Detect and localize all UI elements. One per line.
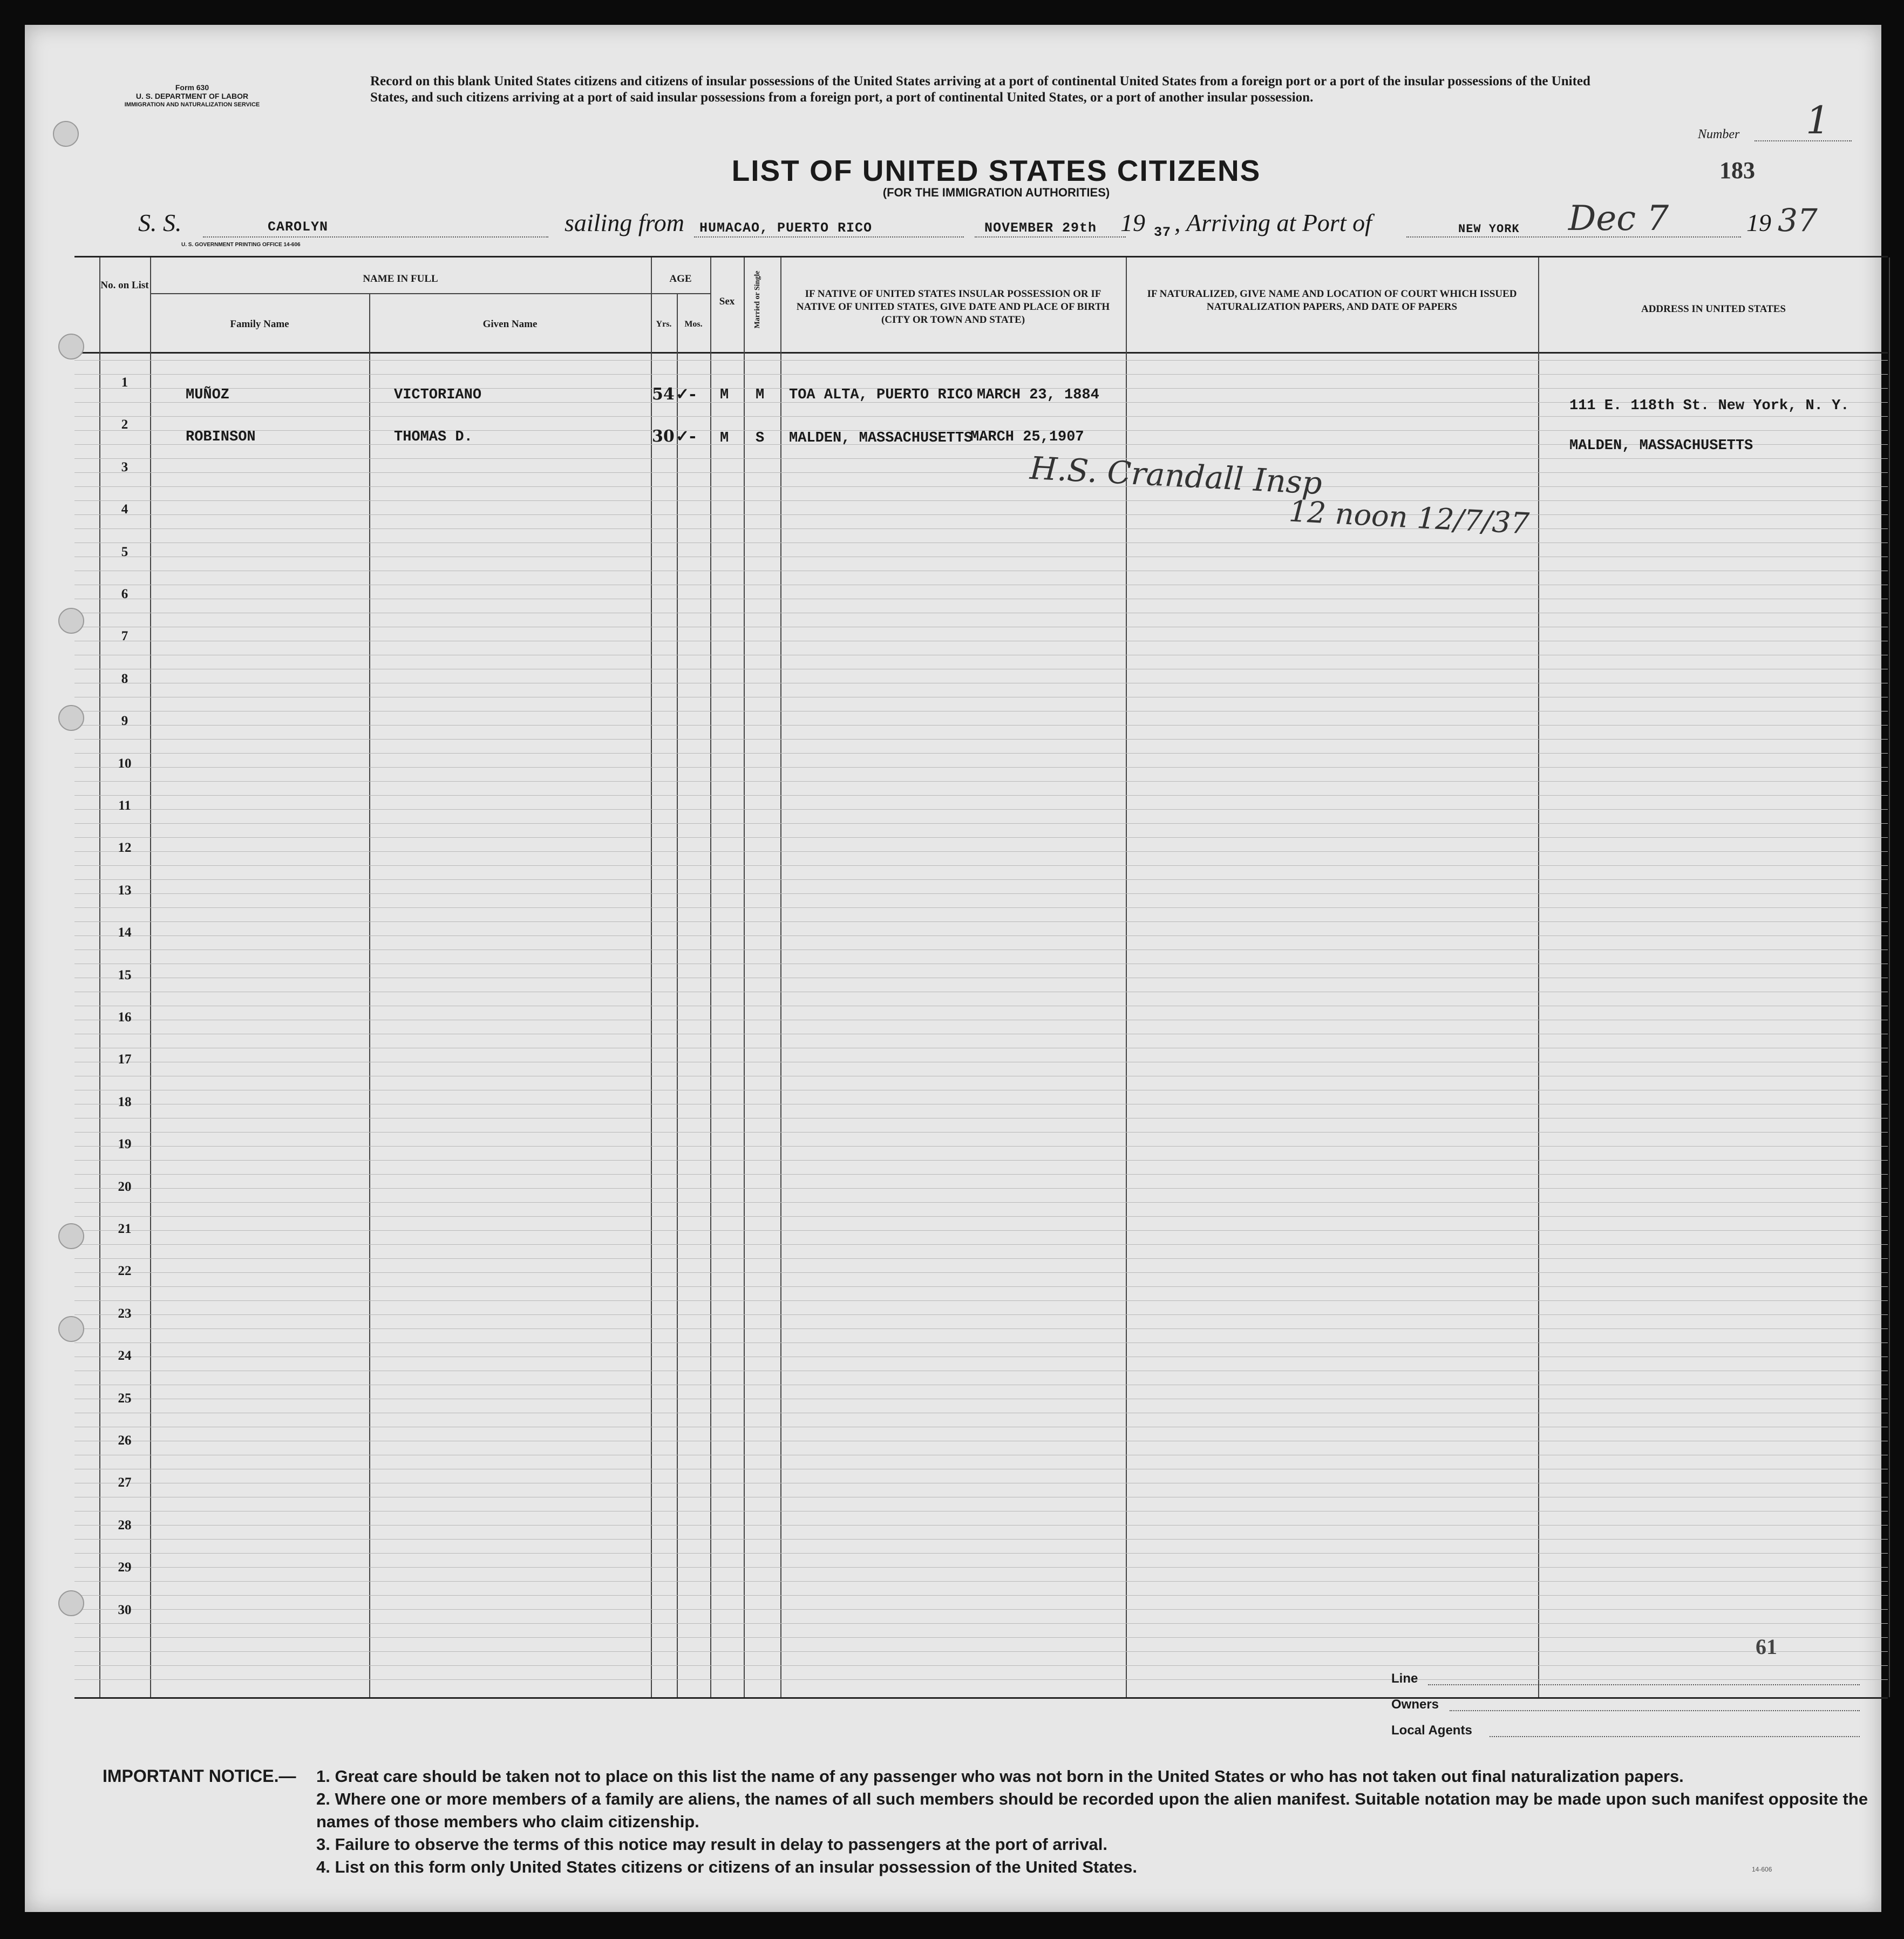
ruled-line (74, 781, 1888, 782)
given-name-cell: THOMAS D. (394, 429, 473, 445)
ruled-line (74, 416, 1888, 417)
row-number: 18 (118, 1094, 132, 1109)
row-number: 30 (118, 1602, 132, 1617)
header-naturalized: IF NATURALIZED, GIVE NAME AND LOCATION OF COURT WHICH ISSUED NATURALIZATION PAPERS, AND DATE OF PAPERS (1147, 288, 1517, 313)
given-name-cell: VICTORIANO (394, 387, 482, 403)
ruled-line (74, 921, 1888, 922)
ruled-line (74, 1539, 1888, 1540)
row-number: 4 (121, 502, 128, 517)
row-number: 17 (118, 1052, 132, 1067)
ruled-line (74, 1146, 1888, 1147)
notice-item: 3. Failure to observe the terms of this notice may result in delay to passengers at the port of arrival. (316, 1835, 1108, 1854)
number-label: Number (1698, 127, 1740, 141)
ruled-line (74, 1567, 1888, 1568)
ruled-line (74, 374, 1888, 375)
ruled-line (74, 823, 1888, 824)
ruled-line (74, 1188, 1888, 1189)
ruled-line (74, 1623, 1888, 1624)
ruled-line (74, 739, 1888, 740)
ruled-line (74, 528, 1888, 529)
department-name: U. S. DEPARTMENT OF LABOR (135, 92, 249, 100)
ruled-line (74, 1314, 1888, 1315)
local-agents-field (1490, 1736, 1860, 1737)
bottom-stamp: 61 (1756, 1635, 1777, 1659)
notice-item: 1. Great care should be taken not to place on this list the name of any passenger who was not born in the United States or who has not taken out final naturalization papers. (316, 1767, 1684, 1786)
sailing-from-line (694, 236, 964, 238)
sail-year-prefix: 19 (1120, 209, 1145, 236)
ruled-line (74, 1286, 1888, 1287)
birth-date-cell: MARCH 25,1907 (970, 429, 1084, 445)
arrival-year-suffix: 37 (1778, 202, 1818, 239)
form-identifier (100, 83, 284, 109)
marital-status-cell: S (756, 430, 765, 446)
ruled-line (74, 893, 1888, 894)
ship-name: CAROLYN (268, 219, 329, 235)
ruled-line (74, 725, 1888, 726)
row-number: 29 (118, 1560, 132, 1575)
ruled-line (74, 1665, 1888, 1666)
ruled-line (74, 1272, 1888, 1273)
sail-date: NOVEMBER 29th (984, 220, 1097, 236)
ruled-line (74, 837, 1888, 838)
ruled-line (74, 500, 1888, 501)
row-number: 3 (121, 459, 128, 474)
number-underline (1755, 140, 1852, 141)
sail-year-suffix: 37 (1154, 225, 1172, 240)
owners-label: Owners (1391, 1697, 1439, 1712)
ruled-line (74, 795, 1888, 796)
header-name-in-full: NAME IN FULL (363, 273, 438, 284)
printing-office: U. S. GOVERNMENT PRINTING OFFICE 14-606 (181, 242, 301, 248)
row-number: 1 (121, 375, 128, 390)
row-number: 19 (118, 1137, 132, 1152)
ruled-line (74, 1258, 1888, 1259)
page-subtitle: (FOR THE IMMIGRATION AUTHORITIES) (882, 186, 1110, 199)
page-stamp: 183 (1719, 157, 1755, 184)
row-number: 5 (121, 544, 128, 559)
row-number: 28 (118, 1517, 132, 1533)
row-number: 27 (118, 1475, 132, 1490)
address-cell: MALDEN, MASSACHUSETTS (1569, 438, 1753, 454)
row-number: 11 (118, 798, 131, 813)
age-months-cell: ✓- (676, 427, 696, 446)
header-married-or-single: Married or Single (753, 270, 761, 329)
header-no-on-list: No. on List (100, 280, 149, 291)
manifest-sheet (25, 25, 1881, 1912)
ruled-line (74, 1328, 1888, 1329)
arrival-date: Dec 7 (1568, 199, 1669, 239)
header-native-birth: IF NATIVE OF UNITED STATES INSULAR POSSESSION OR IF NATIVE OF UNITED STATES, GIVE DATE AND PLACE OF BIRTH (CITY OR TOWN AND STATE) (796, 288, 1110, 326)
ruled-line (74, 879, 1888, 880)
ruled-line (74, 486, 1888, 487)
row-number: 10 (118, 756, 132, 771)
ruled-line (74, 767, 1888, 768)
binder-hole (58, 1316, 84, 1342)
header-family-name: Family Name (230, 318, 289, 330)
name-header-divider (150, 293, 651, 294)
ruled-line (74, 1160, 1888, 1161)
marital-status-cell: M (756, 387, 765, 403)
ruled-line (74, 458, 1888, 459)
row-number: 12 (118, 840, 132, 856)
ruled-line (74, 1230, 1888, 1231)
sex-cell: M (720, 387, 729, 403)
row-number: 15 (118, 967, 132, 982)
arrival-port: NEW YORK (1458, 222, 1520, 236)
ruled-line (74, 1581, 1888, 1582)
address-cell: 111 E. 118th St. New York, N. Y. (1569, 398, 1849, 414)
binder-hole (58, 1223, 84, 1249)
row-number: 22 (118, 1264, 132, 1279)
birth-place-cell: TOA ALTA, PUERTO RICO (789, 387, 973, 403)
ruled-line (74, 1300, 1888, 1301)
col-rule (677, 293, 678, 1697)
row-number: 24 (118, 1348, 132, 1364)
ruled-line (74, 1174, 1888, 1175)
sailing-from-port: HUMACAO, PUERTO RICO (699, 220, 873, 236)
row-number: 16 (118, 1010, 132, 1025)
birth-date-cell: MARCH 23, 1884 (977, 387, 1099, 403)
owners-field (1450, 1710, 1860, 1711)
family-name-cell: MUÑOZ (186, 387, 230, 403)
print-code: 14-606 (1752, 1866, 1772, 1873)
form-number: Form 630 (175, 83, 209, 92)
row-number: 7 (121, 629, 128, 644)
line-field (1428, 1684, 1860, 1685)
row-number: 9 (121, 714, 128, 729)
row-number: 25 (118, 1391, 132, 1406)
ruled-line (74, 1651, 1888, 1652)
header-age: AGE (669, 273, 692, 284)
header-sex: Sex (719, 296, 735, 307)
local-agents-label: Local Agents (1391, 1723, 1472, 1738)
binder-hole (58, 1590, 84, 1616)
record-instructions: Record on this blank United States citizens and citizens of insular possessions of the United States arriving at a port of continental United States from a foreign port or a port of the insular possessions of the United States, and such citizens arriving at a port of said insular possessions from a foreign port, a port of continental United States, or a port of another insular possession. (370, 74, 1590, 105)
row-number: 26 (118, 1433, 132, 1448)
ruled-line (74, 809, 1888, 810)
page-title: LIST OF UNITED STATES CITIZENS (731, 154, 1261, 187)
ruled-line (74, 865, 1888, 866)
binder-hole (58, 334, 84, 360)
sailing-from-label: sailing from (565, 209, 684, 236)
header-age-years: Yrs. (656, 320, 672, 329)
notice-item: 2. Where one or more members of a family are aliens, the names of all such members should be recorded upon the alien manifest. Suitable notation may be made upon such manifest opposite the names of those members who claim citizenship. (316, 1789, 1868, 1831)
ruled-line (74, 1609, 1888, 1610)
passenger-table (74, 256, 1888, 1699)
age-header-divider (651, 293, 710, 294)
birth-place-cell: MALDEN, MASSACHUSETTS (789, 430, 973, 446)
row-number: 20 (118, 1179, 132, 1194)
arrival-year-prefix: 19 (1746, 209, 1771, 236)
handwritten-number: 1 (1806, 98, 1830, 143)
row-number: 6 (121, 587, 128, 601)
binder-hole (53, 121, 79, 147)
binder-hole (58, 608, 84, 634)
header-given-name: Given Name (482, 318, 538, 330)
row-number: 14 (118, 925, 132, 940)
inspector-signature: H.S. Crandall Insp (1029, 449, 1323, 502)
binder-hole (58, 705, 84, 731)
row-number: 21 (118, 1222, 132, 1236)
ruled-line (74, 1525, 1888, 1526)
ruled-line (74, 753, 1888, 754)
ruled-line (74, 1244, 1888, 1245)
row-number: 2 (121, 417, 128, 432)
col-rule (1889, 257, 1890, 1697)
ruled-line (74, 1637, 1888, 1638)
age-years-cell: 30 (652, 427, 675, 446)
inspection-time-note: 12 noon 12/7/37 (1288, 494, 1531, 541)
header-address: ADDRESS IN UNITED STATES (1641, 303, 1786, 315)
service-name: IMMIGRATION AND NATURALIZATION SERVICE (124, 101, 260, 108)
ruled-line (74, 1553, 1888, 1554)
age-years-cell: 54 (652, 385, 675, 404)
header-age-months: Mos. (684, 320, 703, 329)
row-number: 13 (118, 883, 132, 898)
ruled-line (74, 907, 1888, 908)
ruled-line (74, 472, 1888, 473)
age-months-cell: ✓- (676, 385, 696, 404)
ruled-line (74, 360, 1888, 361)
ruled-line (74, 851, 1888, 852)
row-number: 23 (118, 1306, 132, 1321)
ruled-line (74, 514, 1888, 515)
header-bottom-rule (74, 352, 1888, 354)
row-number: 8 (121, 671, 128, 686)
notice-item: 4. List on this form only United States citizens or citizens of an insular possession of the United States. (316, 1857, 1137, 1876)
ruled-line (74, 1202, 1888, 1203)
ruled-line (74, 1216, 1888, 1217)
arriving-label: , Arriving at Port of (1174, 209, 1372, 236)
family-name-cell: ROBINSON (186, 429, 256, 445)
sail-date-line (975, 236, 1126, 238)
notice-heading: IMPORTANT NOTICE.— (103, 1766, 296, 1786)
ship-name-line (203, 236, 548, 238)
ruled-line (74, 1679, 1888, 1680)
ruled-line (74, 1595, 1888, 1596)
ruled-line (74, 1132, 1888, 1133)
ruled-line (74, 935, 1888, 936)
sex-cell: M (720, 430, 729, 446)
col-rule (369, 293, 370, 1697)
ss-label: S. S. (138, 209, 182, 236)
line-label: Line (1391, 1671, 1418, 1686)
